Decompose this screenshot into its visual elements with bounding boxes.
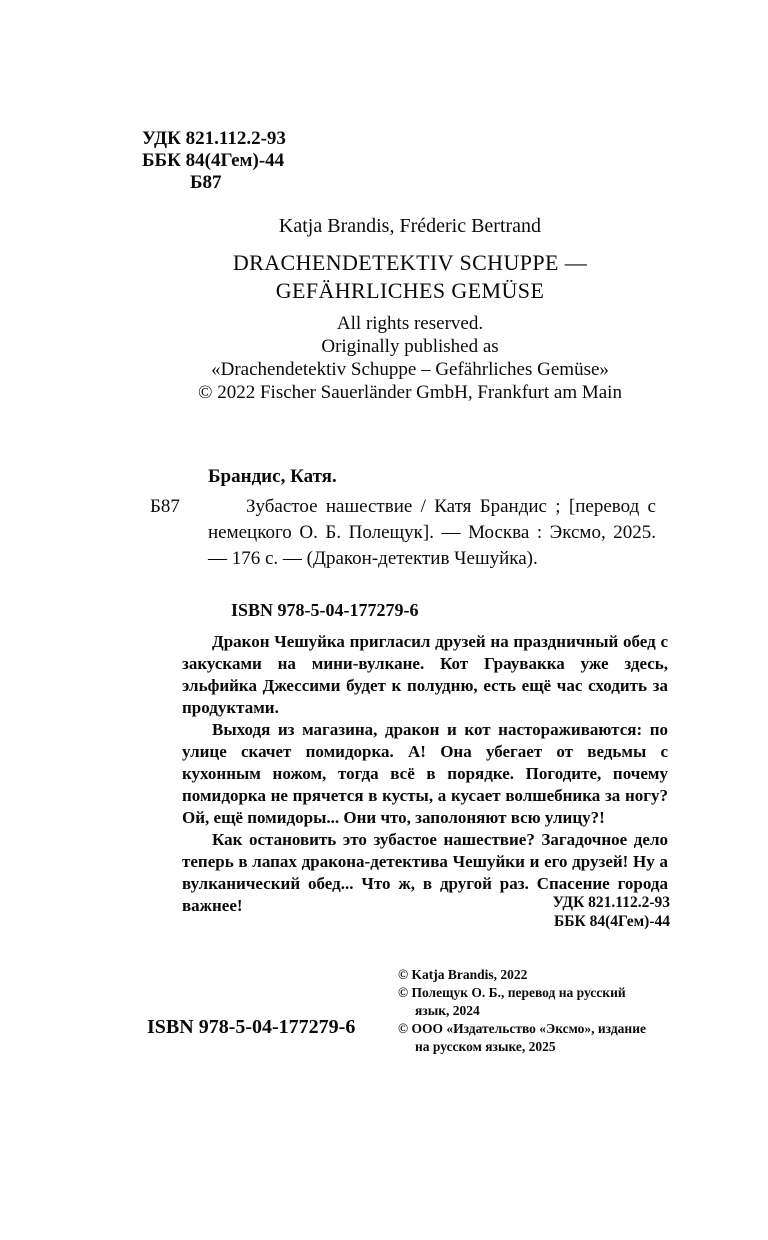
copyright-translator: © Полещук О. Б., перевод на русский [398, 985, 626, 1000]
rights-line-1: All rights reserved. [336, 313, 484, 334]
copyright-block [398, 966, 688, 1056]
rights-line-2: Originally published as [321, 336, 499, 357]
classification-top-block [142, 128, 286, 194]
isbn-catalog: ISBN 978-5-04-177279-6 [231, 600, 419, 620]
copyright-publisher: © ООО «Издательство «Эксмо», издание [398, 1021, 646, 1036]
original-authors: Katja Brandis, Fréderic Bertrand [278, 215, 542, 237]
original-rights-block [150, 312, 670, 404]
author-sign: Б87 [190, 172, 222, 193]
bbk-code: ББК 84(4Гем)-44 [142, 150, 285, 171]
annotation-paragraph-3: Как остановить это зубастое нашествие? Загадочное дело теперь в лапах дракона-детектива Чешуйки и его друзей! Ну а вулканический обед... Что ж, в другой раз. Спасение города важнее! [182, 830, 668, 915]
bbk-code-bottom: ББК 84(4Гем)-44 [554, 913, 670, 930]
copyright-publisher-cont: на русском языке, 2025 [415, 1039, 556, 1054]
copyright-translator-cont: язык, 2024 [415, 1003, 480, 1018]
annotation-block [182, 631, 668, 917]
original-title-line-2: GEFÄHRLICHES GEMÜSE [275, 278, 545, 303]
rights-line-3: «Drachendetektiv Schuppe – Gefährliches Gemüse» [211, 359, 609, 380]
catalog-entry: Зубастое нашествие / Катя Брандис ; [перевод с немецкого О. Б. Полещук]. — Москва : Эксмо, 2025. — 176 с. — (Дракон-детектив Чешуйка). [208, 496, 656, 569]
udc-code: УДК 821.112.2-93 [142, 128, 286, 149]
classification-bottom-block [553, 893, 670, 931]
original-title [150, 249, 670, 305]
rights-line-4: © 2022 Fischer Sauerländer GmbH, Frankfurt am Main [198, 382, 622, 403]
annotation-paragraph-1: Дракон Чешуйка пригласил друзей на праздничный обед с закусками на мини-вулкане. Кот Граувакка уже здесь, эльфийка Джессими будет к полудню, есть ещё час сходить за продуктами. [182, 632, 668, 717]
copyright-author: © Katja Brandis, 2022 [398, 967, 528, 982]
isbn-bottom: ISBN 978-5-04-177279-6 [147, 1016, 356, 1038]
catalog-author-heading: Брандис, Катя. [208, 466, 337, 487]
original-title-line-1: DRACHENDETEKTIV SCHUPPE — [232, 250, 588, 275]
udc-code-bottom: УДК 821.112.2-93 [552, 894, 670, 911]
catalog-author-sign: Б87 [150, 496, 180, 517]
annotation-paragraph-2: Выходя из магазина, дракон и кот настораживаются: по улице скачет помидорка. А! Она убегает от ведьмы с кухонным ножом, тогда всё в порядке. Погодите, почему помидорка не прячется в кусты, а кусает волшебника за ногу? Ой, ещё помидоры... Они что, заполоняют всю улицу?! [182, 720, 668, 827]
